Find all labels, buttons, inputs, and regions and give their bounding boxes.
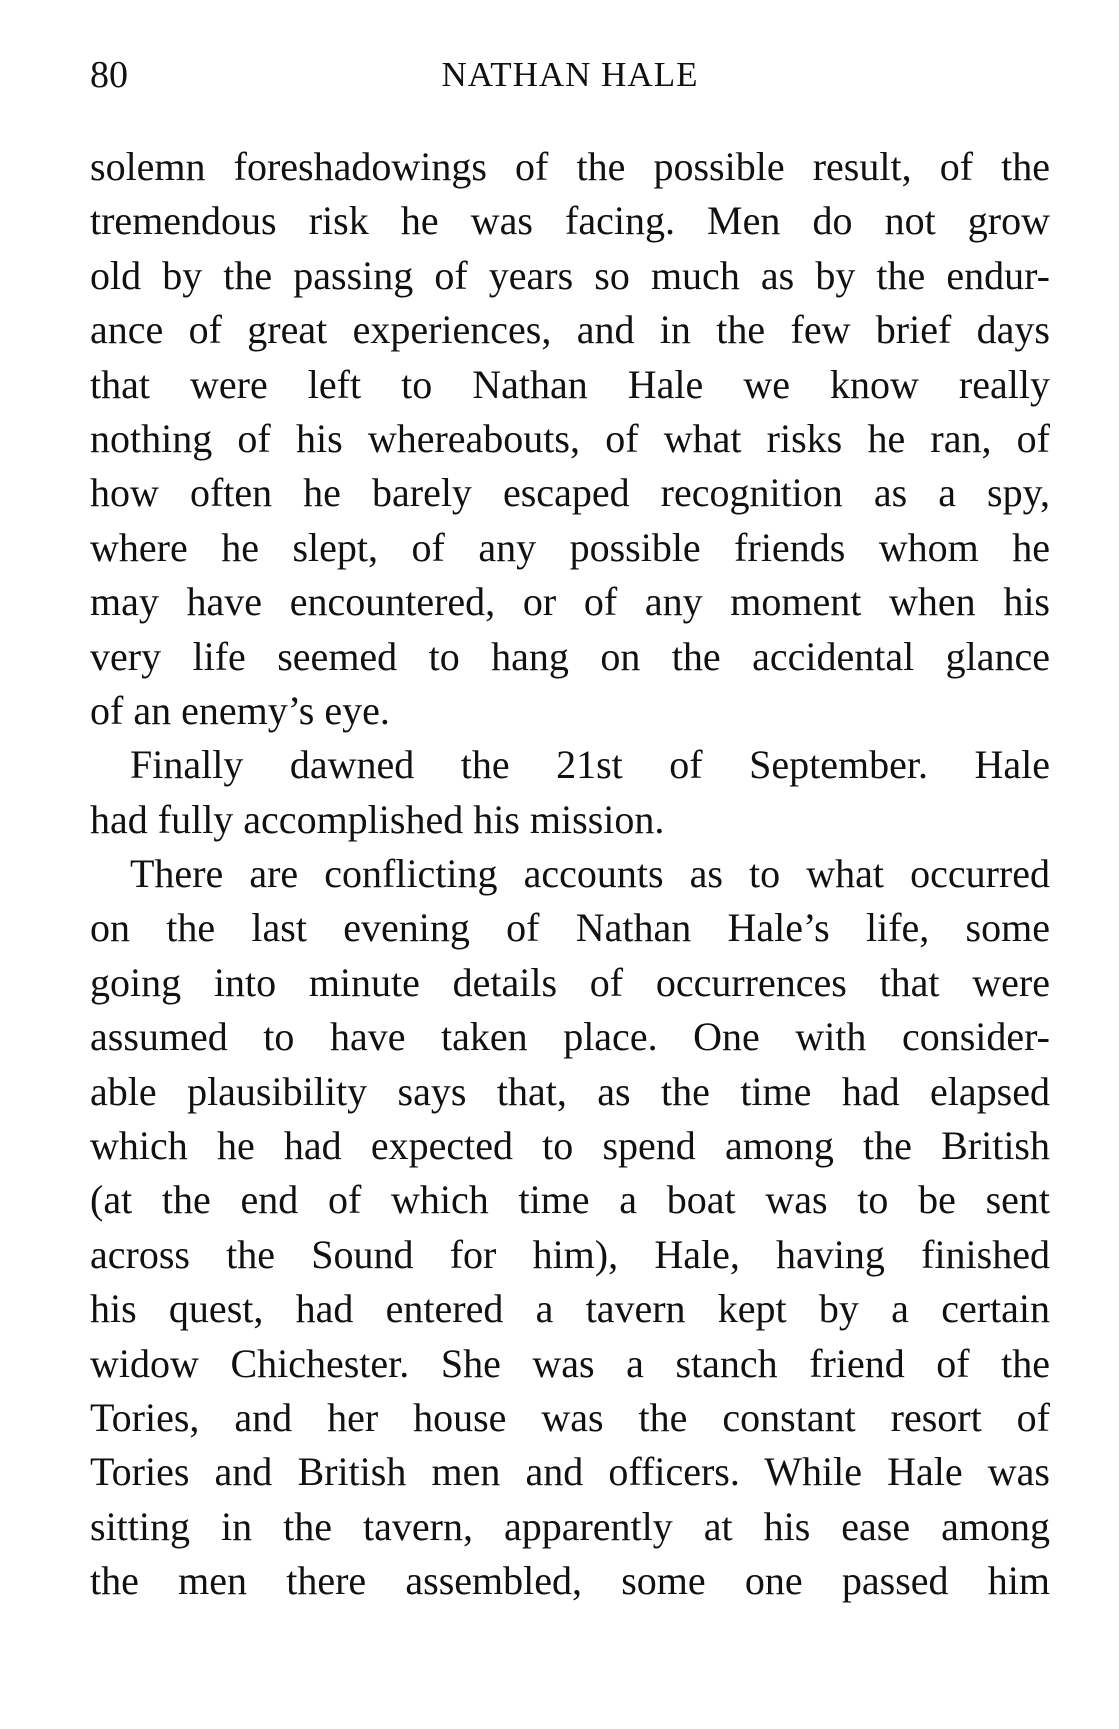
- paragraph-3: [90, 847, 1050, 1608]
- text-line: able plausibility says that, as the time had elapsed: [90, 1068, 1050, 1114]
- page-number: 80: [90, 54, 128, 96]
- text-line: his quest, had entered a tavern kept by a certain: [90, 1286, 1050, 1332]
- text-line: very life seemed to hang on the accidental glance: [90, 633, 1050, 679]
- text-line: Tories, and her house was the constant resort of: [90, 1394, 1050, 1440]
- text-line: ance of great experiences, and in the few brief days: [90, 307, 1050, 353]
- text-line: old by the passing of years so much as by the endur-: [90, 252, 1050, 298]
- text-line: how often he barely escaped recognition as a spy,: [90, 470, 1050, 516]
- text-line: of an enemy’s eye.: [90, 687, 390, 733]
- text-line: may have encountered, or of any moment when his: [90, 579, 1050, 625]
- body-text: [90, 140, 1050, 1609]
- text-line: tremendous risk he was facing. Men do not grow: [90, 198, 1050, 244]
- text-line: (at the end of which time a boat was to be sent: [90, 1177, 1050, 1223]
- text-line: There are conflicting accounts as to what occurred: [130, 851, 1050, 897]
- text-line: had fully accomplished his mission.: [90, 796, 665, 842]
- paragraph-1: [90, 140, 1050, 738]
- text-line: across the Sound for him), Hale, having finished: [90, 1231, 1050, 1277]
- running-head: NATHAN HALE: [441, 55, 699, 94]
- paragraph-2: [90, 738, 1050, 847]
- text-line: widow Chichester. She was a stanch friend of the: [90, 1340, 1050, 1386]
- text-line: Tories and British men and officers. While Hale was: [90, 1449, 1050, 1495]
- text-line: that were left to Nathan Hale we know really: [90, 361, 1050, 407]
- text-line: nothing of his whereabouts, of what risks he ran, of: [90, 415, 1050, 461]
- text-line: going into minute details of occurrences that were: [90, 959, 1050, 1005]
- text-line: solemn foreshadowings of the possible result, of the: [90, 144, 1050, 189]
- text-line: where he slept, of any possible friends whom he: [90, 524, 1050, 570]
- text-line: assumed to have taken place. One with consider-: [90, 1014, 1050, 1060]
- page-header: [90, 50, 1050, 100]
- text-line: the men there assembled, some one passed him: [90, 1558, 1050, 1604]
- text-line: on the last evening of Nathan Hale’s life, some: [90, 905, 1050, 951]
- text-line: Finally dawned the 21st of September. Hale: [130, 742, 1050, 788]
- text-line: which he had expected to spend among the British: [90, 1123, 1050, 1169]
- text-line: sitting in the tavern, apparently at his ease among: [90, 1503, 1050, 1549]
